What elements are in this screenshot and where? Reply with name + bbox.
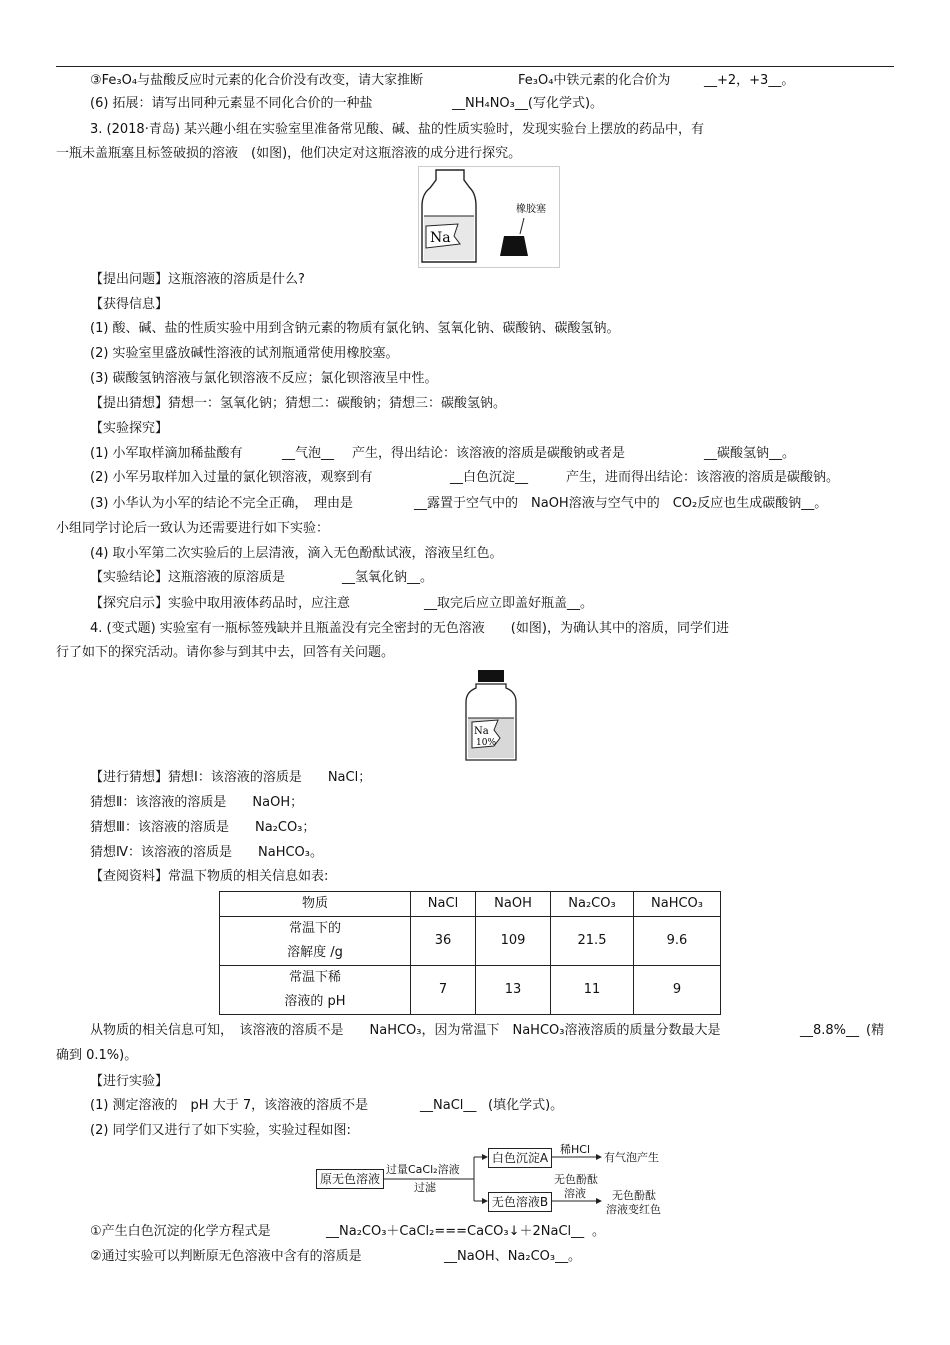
q2-line6 [90, 96, 373, 112]
table-cell: 109 [476, 917, 551, 966]
q3-info-1: (1) 酸、碱、盐的性质实验中用到含钠元素的物质有氯化钠、氢氧化钠、碳酸钠、碳酸氢钠。 [90, 321, 620, 336]
table-cell: 11 [551, 966, 634, 1015]
question-text: 【探究启示】实验中取用液体药品时，应注意 [90, 596, 351, 611]
table-row [220, 917, 721, 966]
q3-intro-1: 3. (2018·青岛) 某兴趣小组在实验室里准备常见酸、碱、盐的性质实验时，发现实验台上摆放的药品中，有 [90, 122, 705, 137]
q4-bottle-label-1: Na [474, 726, 489, 737]
q2-line3-text: ③Fe₃O₄与盐酸反应时元素的化合价没有改变，请大家推断 [90, 73, 424, 88]
answer-text: __NH₄NO₃__(写化学式)。 [452, 96, 604, 111]
flow-result-b-2: 溶液变红色 [606, 1203, 661, 1216]
q2-line3 [90, 73, 423, 89]
q3-exp-3-followup: 小组同学讨论后一致认为还需要进行如下实验： [56, 521, 330, 536]
table-cell: 13 [476, 966, 551, 1015]
table-header-row [220, 892, 721, 917]
q2-line6-answer [452, 96, 603, 112]
q4-guess-3: 猜想Ⅲ：该溶液的溶质是 Na₂CO₃； [90, 820, 316, 835]
q3-question-head: 【提出问题】这瓶溶液的溶质是什么? [90, 272, 305, 287]
q4-intro-1: 4. (变式题) 实验室有一瓶标签残缺并且瓶盖没有完全密封的无色溶液 (如图)，为确认其中的溶质，同学们进 [90, 621, 729, 636]
question-text: (精 [866, 1023, 885, 1038]
q4-deduce-2: 确到 0.1%)。 [56, 1048, 138, 1063]
flow-start-box: 原无色溶液 [316, 1169, 384, 1189]
q3-exp-1-ans1 [282, 446, 334, 462]
q3-conclusion-ans [342, 570, 433, 586]
question-text: 从物质的相关信息可知， 该溶液的溶质不是 NaHCO₃，因为常温下 NaHCO₃溶液溶质的质量分数最大是 [90, 1023, 734, 1038]
question-text: (6) 拓展：请写出同种元素显不同化合价的一种盐 [90, 96, 373, 111]
q3-exp-3 [90, 496, 353, 512]
question-text: (1) 小军取样滴加稀盐酸有 [90, 446, 243, 461]
table-row [220, 966, 721, 1015]
answer-text: __NaCl__ [420, 1098, 477, 1113]
flow-box-b: 无色溶液B [488, 1192, 552, 1212]
q3-intro-2: 一瓶未盖瓶塞且标签破损的溶液 (如图)，他们决定对这瓶溶液的成分进行探究。 [56, 146, 522, 161]
q4-intro-2: 行了如下的探究活动。请你参与到其中去，回答有关问题。 [56, 645, 395, 660]
question-text: 【实验结论】这瓶溶液的原溶质是 [90, 570, 286, 585]
question-text: (3) 小华认为小军的结论不完全正确， 理由是 [90, 496, 354, 511]
q3-exp-3-ans [414, 496, 827, 512]
table-cell: 7 [411, 966, 476, 1015]
q3-exp-1 [90, 446, 243, 462]
table-header-cell: Na₂CO₃ [551, 892, 634, 917]
answer-text: __白色沉淀__ [450, 470, 529, 485]
q3-exp-1-mid [352, 446, 625, 462]
q4-solute [90, 1249, 362, 1265]
q4-exp-1-tail [488, 1098, 563, 1114]
q2-line3b [518, 73, 670, 89]
top-rule [56, 66, 894, 67]
table-cell: 9 [634, 966, 721, 1015]
q4-deduce-1 [90, 1023, 733, 1039]
q4-deduce-tail [866, 1023, 884, 1039]
question-text: (2) 小军另取样加入过量的氯化钡溶液，观察到有 [90, 470, 373, 485]
q4-deduce-ans [800, 1023, 859, 1039]
flow-filter-label: 过滤 [414, 1181, 436, 1194]
question-text: (填化学式)。 [488, 1098, 564, 1113]
q3-exp-2 [90, 470, 373, 486]
label-line: 溶解度 /g [287, 945, 343, 960]
q2-line3-answer [704, 73, 794, 89]
q4-solute-tail [568, 1249, 581, 1265]
answer-text: __碳酸氢钠__。 [704, 446, 796, 461]
label-line: 常温下的 [288, 921, 341, 936]
table-header-cell: NaCl [411, 892, 476, 917]
q4-equation-tail [592, 1224, 605, 1240]
q4-bottle-figure [464, 668, 518, 762]
flow-reagent-label: 过量CaCl₂溶液 [386, 1163, 460, 1176]
answer-text: __气泡__ [282, 446, 335, 461]
question-text: (1) 测定溶液的 pH 大于 7，该溶液的溶质不是 [90, 1098, 369, 1113]
table-cell: 36 [411, 917, 476, 966]
flow-box-a: 白色沉淀A [488, 1148, 552, 1168]
table-header-cell: NaOH [476, 892, 551, 917]
answer-text: __氢氧化钠__。 [342, 570, 434, 585]
q4-equation [90, 1224, 271, 1240]
q2-line3b-text: Fe₃O₄中铁元素的化合价为 [518, 73, 671, 88]
q3-guess: 【提出猜想】猜想一：氢氧化钠；猜想二：碳酸钠；猜想三：碳酸氢钠。 [90, 396, 507, 411]
label-line: 常温下稀 [288, 970, 341, 985]
table-cell: 21.5 [551, 917, 634, 966]
question-text: ②通过实验可以判断原无色溶液中含有的溶质是 [90, 1249, 362, 1264]
table-header-cell: 物质 [220, 892, 411, 917]
q3-exp-2-ans [450, 470, 528, 486]
table-cell: 9.6 [634, 917, 721, 966]
q4-bottle-label-2: 10% [476, 738, 497, 748]
q3-bottle-figure [418, 166, 560, 268]
q4-equation-ans [326, 1224, 584, 1240]
flow-indicator-label-2: 溶液 [564, 1187, 586, 1200]
flow-acid-label: 稀HCl [560, 1143, 591, 1156]
table-row-label [220, 917, 411, 966]
q4-exp-1 [90, 1098, 368, 1114]
q4-guess-1: 【进行猜想】猜想Ⅰ：该溶液的溶质是 NaCl； [90, 770, 372, 785]
q3-info-2: (2) 实验室里盛放碱性溶液的试剂瓶通常使用橡胶塞。 [90, 346, 399, 361]
table-row-label [220, 966, 411, 1015]
q3-stopper-label: 橡胶塞 [516, 204, 546, 215]
q4-exp-1-ans [420, 1098, 476, 1114]
question-text: 。 [568, 1249, 582, 1264]
answer-text: __+2，+3__。 [704, 73, 795, 88]
q4-exp-2: (2) 同学们又进行了如下实验，实验过程如图: [90, 1123, 351, 1138]
q3-inspiration [90, 596, 350, 612]
q3-exp-2-tail [566, 470, 839, 486]
q4-solute-ans [444, 1249, 568, 1265]
q4-info-table [219, 891, 721, 1015]
q4-reference: 【查阅资料】常温下物质的相关信息如表: [90, 869, 329, 884]
answer-text: __取完后应立即盖好瓶盖__。 [424, 596, 594, 611]
question-text: 产生，得出结论：该溶液的溶质是碳酸钠或者是 [352, 446, 626, 461]
q3-exp-1-ans2 [704, 446, 795, 462]
answer-text: __8.8%__ [800, 1023, 860, 1038]
label-line: 溶液的 pH [284, 994, 346, 1009]
q3-info-head: 【获得信息】 [90, 297, 169, 312]
q4-flow-diagram [314, 1143, 666, 1217]
answer-text: __NaOH、Na₂CO₃__ [444, 1249, 569, 1264]
table-header-cell: NaHCO₃ [634, 892, 721, 917]
q3-info-3: (3) 碳酸氢钠溶液与氯化钡溶液不反应；氯化钡溶液呈中性。 [90, 371, 438, 386]
q4-exp-head: 【进行实验】 [90, 1074, 169, 1089]
question-text: 。 [592, 1224, 606, 1239]
answer-text: __露置于空气中的 NaOH溶液与空气中的 CO₂反应也生成碳酸钠__。 [414, 496, 828, 511]
q3-inspiration-ans [424, 596, 593, 612]
q4-guess-2: 猜想Ⅱ：该溶液的溶质是 NaOH； [90, 795, 304, 810]
q3-exp-4: (4) 取小军第二次实验后的上层清液，滴入无色酚酞试液，溶液呈红色。 [90, 546, 503, 561]
flow-indicator-label: 无色酚酞 [554, 1173, 598, 1186]
q3-bottle-label: Na [430, 230, 451, 246]
question-text: 产生，进而得出结论：该溶液的溶质是碳酸钠。 [566, 470, 840, 485]
flow-result-a: 有气泡产生 [604, 1151, 659, 1164]
q3-exp-head: 【实验探究】 [90, 421, 169, 436]
answer-text: __Na₂CO₃＋CaCl₂===CaCO₃↓＋2NaCl__ [326, 1224, 585, 1239]
question-text: ①产生白色沉淀的化学方程式是 [90, 1224, 271, 1239]
flow-result-b-1: 无色酚酞 [612, 1189, 656, 1202]
q4-guess-4: 猜想Ⅳ：该溶液的溶质是 NaHCO₃。 [90, 845, 323, 860]
q3-conclusion [90, 570, 285, 586]
